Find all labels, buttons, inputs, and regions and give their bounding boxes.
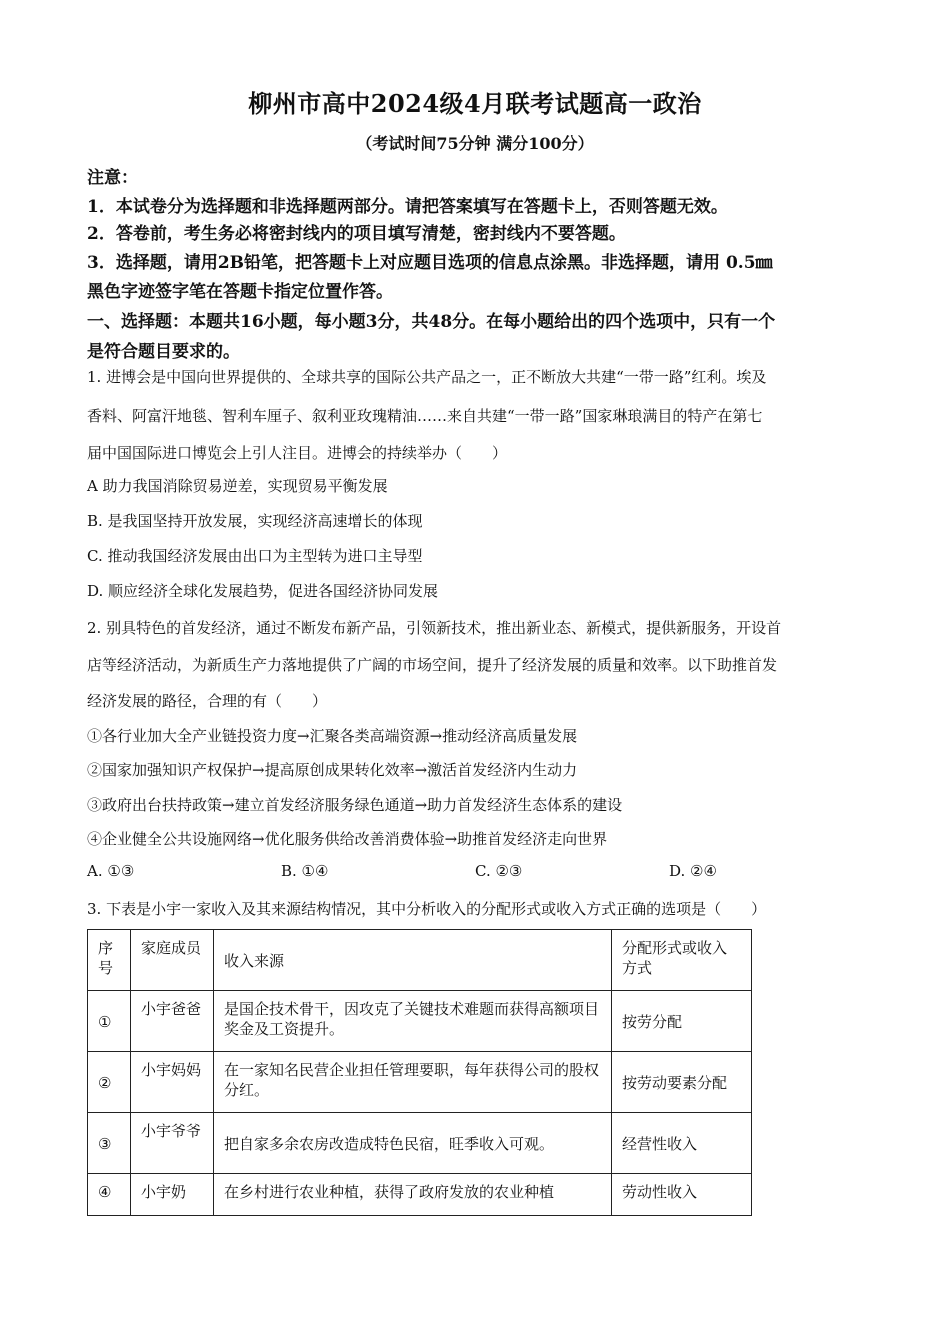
header-source: 收入来源: [214, 930, 612, 991]
header-member: 家庭成员: [131, 930, 214, 991]
section-heading-line1: 一、选择题：本题共16小题，每小题3分，共48分。在每小题给出的四个选项中，只有一个: [87, 312, 776, 332]
row-index: ③: [88, 1113, 131, 1174]
table-row: [88, 1113, 752, 1174]
q1-option-a: A 助力我国消除贸易逆差，实现贸易平衡发展: [87, 477, 388, 495]
header-index: 序号: [88, 930, 131, 991]
q1-option-d: D. 顺应经济全球化发展趋势，促进各国经济协同发展: [87, 582, 439, 600]
row-member: 小宇爸爸: [131, 991, 214, 1052]
q2-option-d: D. ②④: [669, 862, 717, 880]
q2-option-b: B. ①④: [281, 862, 329, 880]
q2-statement-1: ①各行业加大全产业链投资力度→汇聚各类高端资源→推动经济高质量发展: [87, 727, 578, 745]
income-table: [87, 929, 752, 1216]
exam-subtitle: （考试时间75分钟 满分100分）: [356, 134, 594, 153]
q3-stem: 3. 下表是小宇一家收入及其来源结构情况，其中分析收入的分配形式或收入方式正确的选项是（ ）: [87, 900, 767, 918]
q2-stem-line2: 店等经济活动，为新质生产力落地提供了广阔的市场空间，提升了经济发展的质量和效率。以下助推首发: [87, 656, 778, 674]
row-distribution: 按劳分配: [612, 991, 752, 1052]
table-row: [88, 991, 752, 1052]
table-row: [88, 1174, 752, 1216]
q1-option-c: C. 推动我国经济发展由出口为主型转为进口主导型: [87, 547, 423, 565]
q1-stem-line2: 香料、阿富汗地毯、智利车厘子、叙利亚玫瑰精油……来自共建“一带一路”国家琳琅满目的特产在第七: [87, 407, 763, 425]
row-index: ④: [88, 1174, 131, 1216]
exam-title: 柳州市高中2024级4月联考试题高一政治: [248, 89, 702, 118]
row-member: 小宇妈妈: [131, 1052, 214, 1113]
row-source: 把自家多余农房改造成特色民宿，旺季收入可观。: [214, 1113, 612, 1174]
q1-stem-line1: 1. 进博会是中国向世界提供的、全球共享的国际公共产品之一，正不断放大共建“一带一路”红利。埃及: [87, 368, 767, 386]
q2-statement-2: ②国家加强知识产权保护→提高原创成果转化效率→激活首发经济内生动力: [87, 761, 578, 779]
table-row: [88, 1052, 752, 1113]
q1-option-b: B. 是我国坚持开放发展，实现经济高速增长的体现: [87, 512, 423, 530]
q2-option-a: A. ①③: [87, 862, 135, 880]
section-heading-line2: 是符合题目要求的。: [87, 342, 240, 362]
row-source: 在乡村进行农业种植，获得了政府发放的农业种植: [214, 1174, 612, 1216]
notice-item-3: 3．选择题，请用2B铅笔，把答题卡上对应题目选项的信息点涂黑。非选择题，请用 0.5㎜: [87, 253, 773, 273]
q1-stem-line3: 届中国国际进口博览会上引人注目。进博会的持续举办（ ）: [87, 444, 508, 462]
q2-stem-line1: 2. 别具特色的首发经济，通过不断发布新产品，引领新技术，推出新业态、新模式，提供新服务，开设首: [87, 619, 782, 637]
row-index: ②: [88, 1052, 131, 1113]
q2-statement-3: ③政府出台扶持政策→建立首发经济服务绿色通道→助力首发经济生态体系的建设: [87, 796, 623, 814]
notice-heading: 注意：: [87, 168, 138, 188]
notice-item-1: 1．本试卷分为选择题和非选择题两部分。请把答案填写在答题卡上，否则答题无效。: [87, 197, 728, 217]
row-distribution: 劳动性收入: [612, 1174, 752, 1216]
row-distribution: 经营性收入: [612, 1113, 752, 1174]
q2-stem-line3: 经济发展的路径，合理的有（ ）: [87, 692, 328, 710]
notice-item-2: 2．答卷前，考生务必将密封线内的项目填写清楚，密封线内不要答题。: [87, 224, 626, 244]
row-source: 在一家知名民营企业担任管理要职，每年获得公司的股权分红。: [214, 1052, 612, 1113]
header-distribution: 分配形式或收入方式: [612, 930, 752, 991]
row-member: 小宇奶: [131, 1174, 214, 1216]
row-index: ①: [88, 991, 131, 1052]
q2-option-c: C. ②③: [475, 862, 523, 880]
row-member: 小宇爷爷: [131, 1113, 214, 1174]
row-source: 是国企技术骨干，因攻克了关键技术难题而获得高额项目奖金及工资提升。: [214, 991, 612, 1052]
row-distribution: 按劳动要素分配: [612, 1052, 752, 1113]
notice-item-3-cont: 黑色字迹签字笔在答题卡指定位置作答。: [87, 282, 393, 302]
q2-statement-4: ④企业健全公共设施网络→优化服务供给改善消费体验→助推首发经济走向世界: [87, 830, 608, 848]
table-header-row: [88, 930, 752, 991]
